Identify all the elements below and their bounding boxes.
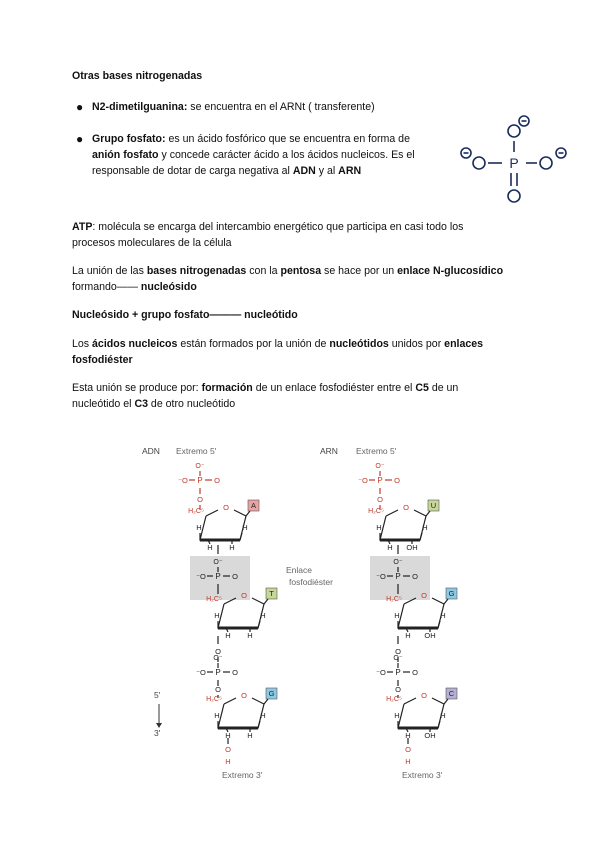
- hydrogen-atom: H: [387, 543, 393, 552]
- sugar-ring: [404, 698, 416, 704]
- oxygen-atom: O: [215, 647, 221, 656]
- hydrogen-atom: H: [440, 611, 446, 620]
- phosphorus-atom: P: [197, 476, 203, 485]
- oxygen-atom: O⁻: [393, 559, 403, 566]
- c5-label: H₂C⁵: [386, 596, 402, 603]
- union-paragraph: La unión de las bases nitrogenadas con la pentosa se hace por un enlace N-glucosídico formando—— nucleósido: [72, 265, 504, 293]
- oxygen-atom: O: [394, 476, 400, 485]
- fosfodiester-label: fosfodiéster: [289, 577, 333, 587]
- oxygen-atom: O: [197, 495, 203, 504]
- section-heading: Otras bases nitrogenadas: [72, 70, 203, 82]
- direction-3-label: 3': [154, 728, 161, 738]
- bond-line: [444, 599, 448, 604]
- oxygen-atom: O: [412, 572, 418, 581]
- oxygen-atom: O⁻: [375, 463, 385, 470]
- phosphorus-atom: P: [215, 668, 221, 677]
- c5-label: H₂C⁵: [188, 508, 204, 515]
- base-letter: T: [269, 589, 274, 598]
- oxygen-atom: O⁻: [195, 463, 205, 470]
- sugar-ring: [218, 704, 264, 728]
- hydrogen-atom: H: [440, 711, 446, 720]
- ring-oxygen: O: [421, 691, 427, 700]
- oxygen-atom: O: [232, 572, 238, 581]
- oxygen-atom: O: [395, 685, 401, 694]
- oxygen-atom: O: [412, 668, 418, 677]
- oxygen-atom: O: [215, 685, 221, 694]
- bond-line: [246, 511, 250, 516]
- sugar-ring: [252, 698, 264, 704]
- base-letter: A: [250, 501, 257, 510]
- base-letter: G: [268, 689, 275, 698]
- oxygen-atom: O: [405, 745, 411, 754]
- bond-line: [444, 699, 448, 704]
- sugar-ring: [414, 510, 426, 516]
- base-letter: G: [448, 589, 455, 598]
- oxygen-atom: O⁻: [393, 655, 403, 662]
- sugar-ring: [200, 516, 246, 540]
- sugar-ring: [218, 604, 264, 628]
- adn-extremo-3-label: Extremo 3': [222, 770, 263, 780]
- sugar-ring: [380, 516, 426, 540]
- phosphorus-atom: P: [215, 572, 221, 581]
- sugar-ring: [252, 598, 264, 604]
- bullet-grupo-fosfato: ● Grupo fosfato: es un ácido fosfórico que se encuentra en forma de anión fosfato y concede carácter ácido a los ácidos nucleicos. Es el responsable de dotar de carga negativa al ADN y al ARN: [76, 132, 415, 177]
- hydrogen-atom: H: [405, 757, 411, 766]
- c5-label: H₂C⁵: [368, 508, 384, 515]
- hydroxyl-group: OH: [424, 631, 436, 640]
- oxygen-atom: O⁻: [213, 655, 223, 662]
- dna-rna-strand-figure: [0, 430, 600, 790]
- nucleotide-equation: Nucleósido + grupo fosfato——— nucleótido: [72, 309, 298, 321]
- phosphorus-symbol: P: [509, 155, 519, 171]
- oxygen-atom: ⁻O: [178, 476, 188, 485]
- hydrogen-atom: H: [214, 611, 220, 620]
- oxygen-atom: ⁻O: [358, 476, 368, 485]
- sugar-ring: [432, 598, 444, 604]
- oxygen-atom: O: [395, 647, 401, 656]
- ring-oxygen: O: [223, 503, 229, 512]
- bond-paragraph: Esta unión se produce por: formación de un enlace fosfodiéster entre el C5 de un nucleótido el C3 de otro nucleótido: [72, 382, 459, 410]
- hydrogen-atom: H: [207, 543, 213, 552]
- phosphate-anion-diagram: [456, 112, 576, 208]
- nucleic-acids-paragraph: Los ácidos nucleicos están formados por la unión de nucleótidos unidos por enlaces fosfodiéster: [72, 338, 484, 366]
- hydrogen-atom: H: [225, 631, 231, 640]
- atp-paragraph: ATP: molécula se encarga del intercambio energético que participa en casi todo los procesos moleculares de la célula: [72, 221, 464, 249]
- bond-line: [264, 599, 268, 604]
- oxygen-atom: ⁻O: [376, 668, 386, 677]
- hydroxyl-group: OH: [424, 731, 436, 740]
- hydrogen-atom: H: [229, 543, 235, 552]
- hydroxyl-group: OH: [406, 543, 418, 552]
- hydrogen-atom: H: [405, 731, 411, 740]
- bullet-dimetilguanina: ● N2-dimetilguanina: se encuentra en el ARNt ( transferente): [76, 100, 375, 114]
- oxygen-atom: O⁻: [213, 559, 223, 566]
- sugar-ring: [386, 510, 398, 516]
- sugar-ring: [432, 698, 444, 704]
- oxygen-atom: O: [225, 745, 231, 754]
- sugar-ring: [206, 510, 218, 516]
- c5-label: H₂C⁵: [206, 696, 222, 703]
- c5-label: H₂C⁵: [386, 696, 402, 703]
- phosphorus-atom: P: [395, 668, 401, 677]
- oxygen-atom: ⁻O: [196, 572, 206, 581]
- hydrogen-atom: H: [225, 757, 231, 766]
- ring-oxygen: O: [241, 691, 247, 700]
- arn-extremo-3-label: Extremo 3': [402, 770, 443, 780]
- hydrogen-atom: H: [376, 523, 382, 532]
- phosphorus-atom: P: [395, 572, 401, 581]
- base-letter: C: [448, 689, 455, 698]
- hydrogen-atom: H: [247, 631, 253, 640]
- enlace-label: Enlace: [286, 565, 312, 575]
- adn-label: ADN: [142, 446, 160, 456]
- hydrogen-atom: H: [260, 611, 266, 620]
- sugar-ring: [224, 698, 236, 704]
- sugar-ring: [398, 704, 444, 728]
- oxygen-atom: ⁻O: [376, 572, 386, 581]
- ring-oxygen: O: [421, 591, 427, 600]
- ring-oxygen: O: [403, 503, 409, 512]
- arn-label: ARN: [320, 446, 338, 456]
- hydrogen-atom: H: [405, 631, 411, 640]
- hydrogen-atom: H: [422, 523, 428, 532]
- phosphorus-atom: P: [377, 476, 383, 485]
- sugar-ring: [234, 510, 246, 516]
- adn-extremo-5-label: Extremo 5': [176, 446, 217, 456]
- direction-5-label: 5': [154, 690, 161, 700]
- ring-oxygen: O: [241, 591, 247, 600]
- hydrogen-atom: H: [394, 711, 400, 720]
- hydrogen-atom: H: [247, 731, 253, 740]
- oxygen-atom: O: [214, 476, 220, 485]
- hydrogen-atom: H: [214, 711, 220, 720]
- c5-label: H₂C⁵: [206, 596, 222, 603]
- bond-line: [426, 511, 430, 516]
- hydrogen-atom: H: [196, 523, 202, 532]
- oxygen-atom: O: [232, 668, 238, 677]
- arn-extremo-5-label: Extremo 5': [356, 446, 397, 456]
- sugar-ring: [398, 604, 444, 628]
- hydrogen-atom: H: [242, 523, 248, 532]
- hydrogen-atom: H: [394, 611, 400, 620]
- hydrogen-atom: H: [225, 731, 231, 740]
- oxygen-atom: O: [377, 495, 383, 504]
- base-letter: U: [430, 501, 437, 510]
- oxygen-atom: ⁻O: [196, 668, 206, 677]
- hydrogen-atom: H: [260, 711, 266, 720]
- bond-line: [264, 699, 268, 704]
